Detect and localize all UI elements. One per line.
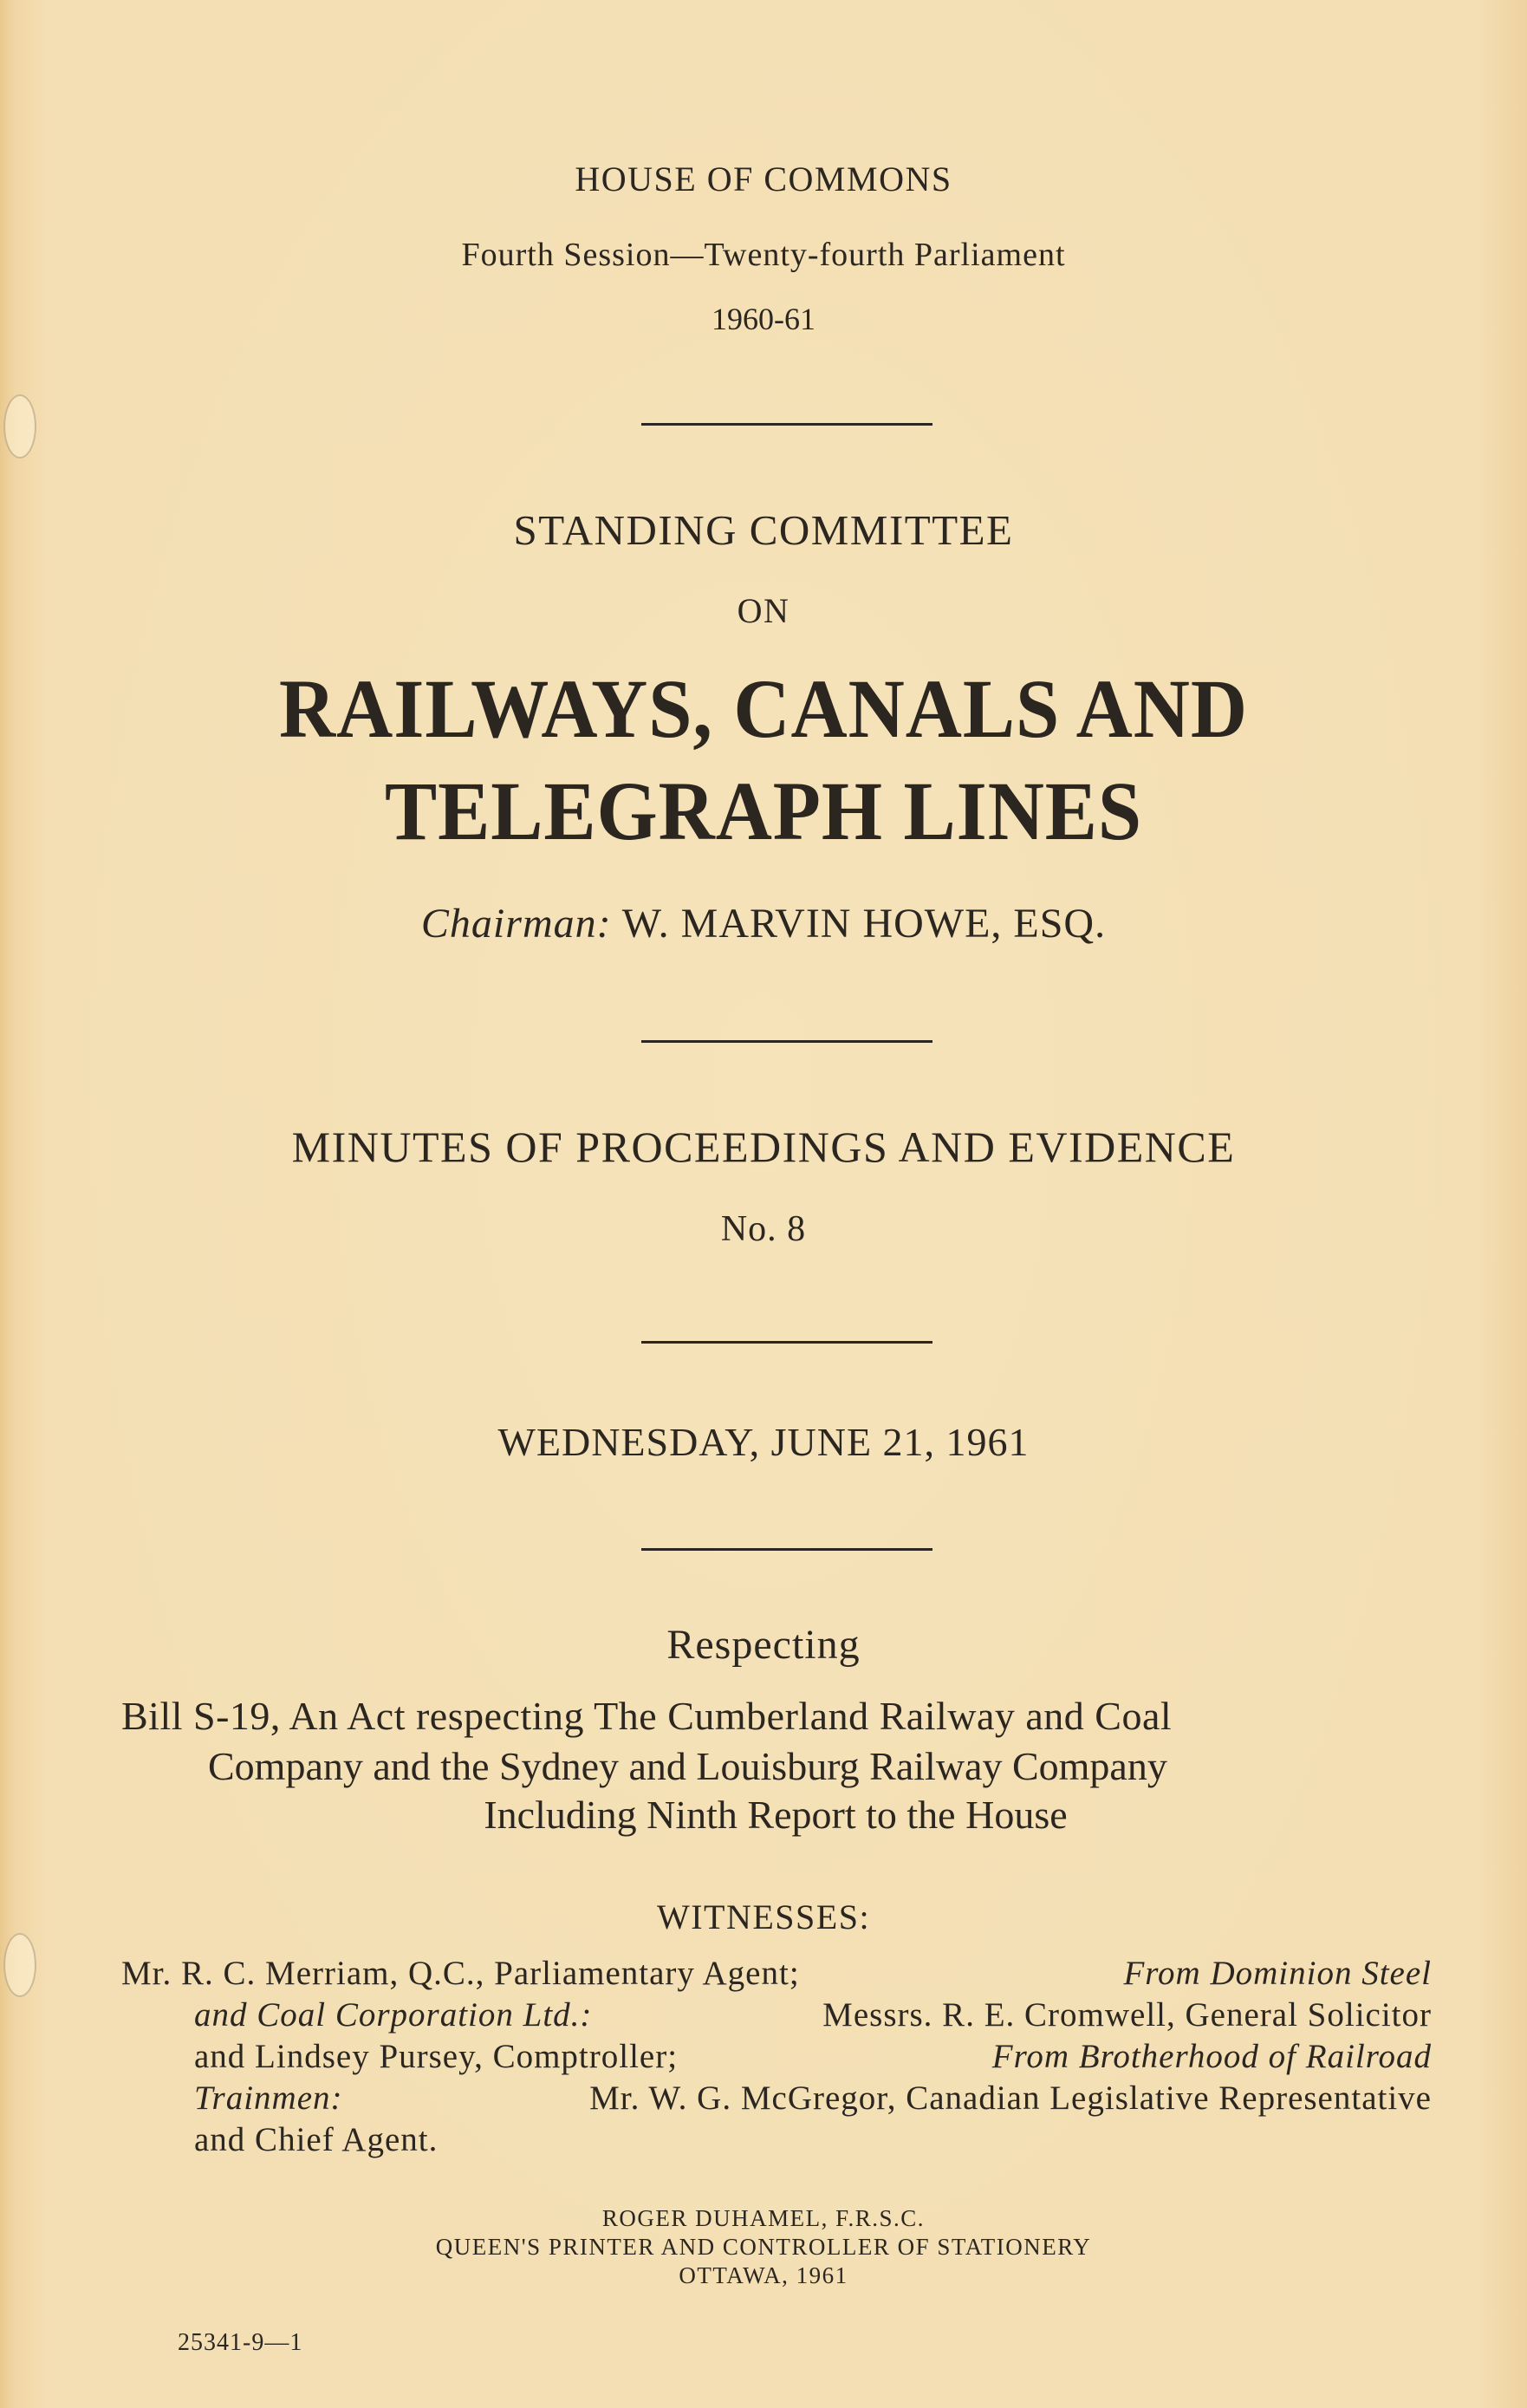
witness-line: [194, 2078, 1432, 2119]
witness-org: and Coal Corporation Ltd.:: [194, 1996, 593, 2034]
witness-list: [121, 1953, 1432, 2161]
witness-org: From Dominion Steel: [1123, 1955, 1432, 1992]
committee-on: ON: [737, 591, 790, 630]
divider-rule: [641, 1548, 932, 1551]
respecting-heading: Respecting: [666, 1622, 861, 1668]
divider-rule: [641, 423, 932, 426]
witness-line: [194, 2119, 1432, 2161]
committee-title-line1: RAILWAYS, CANALS AND: [279, 662, 1248, 755]
imprint-office: QUEEN'S PRINTER AND CONTROLLER OF STATIONERY: [435, 2234, 1092, 2260]
witness-text: and Lindsey Pursey, Comptroller;: [194, 2038, 679, 2075]
witness-org: Trainmen:: [194, 2079, 343, 2117]
witness-org: From Brotherhood of Railroad: [991, 2038, 1432, 2075]
divider-rule: [641, 1341, 932, 1344]
respecting-line2: Company and the Sydney and Louisburg Railway Company: [208, 1744, 1167, 1788]
session-line: Fourth Session—Twenty-fourth Parliament: [461, 237, 1066, 273]
chairman-line: [0, 900, 1527, 947]
institution-heading: HOUSE OF COMMONS: [575, 159, 952, 198]
binding-hole-mark: [3, 394, 36, 459]
witness-line: [194, 2036, 1432, 2078]
respecting-line1: Bill S-19, An Act respecting The Cumberland Railway and Coal: [121, 1694, 1173, 1738]
witness-text: Messrs. R. E. Cromwell, General Solicitor: [822, 1996, 1432, 2034]
witness-text: Mr. W. G. McGregor, Canadian Legislative Representative: [589, 2079, 1432, 2117]
meeting-date: WEDNESDAY, JUNE 21, 1961: [497, 1420, 1030, 1464]
witnesses-heading: WITNESSES:: [656, 1897, 871, 1936]
committee-title-line2: TELEGRAPH LINES: [384, 765, 1143, 857]
proceedings-title: MINUTES OF PROCEEDINGS AND EVIDENCE: [291, 1123, 1236, 1171]
witness-line: [121, 1953, 1432, 1995]
binding-hole-mark: [3, 1933, 36, 1997]
witness-line: [194, 1995, 1432, 2036]
committee-label: STANDING COMMITTEE: [513, 506, 1014, 554]
chairman-label: Chairman:: [420, 901, 612, 947]
witness-text: and Chief Agent.: [194, 2121, 439, 2158]
imprint-printer: ROGER DUHAMEL, F.R.S.C.: [601, 2205, 926, 2231]
session-years: 1960-61: [712, 302, 815, 336]
witness-text: Mr. R. C. Merriam, Q.C., Parliamentary Agent;: [121, 1955, 800, 1992]
respecting-line3: Including Ninth Report to the House: [484, 1793, 1068, 1837]
document-code: 25341-9—1: [178, 2329, 303, 2356]
chairman-name: W. MARVIN HOWE, ESQ.: [621, 901, 1107, 947]
imprint-place: OTTAWA, 1961: [679, 2262, 848, 2288]
divider-rule: [641, 1040, 932, 1043]
issue-number: No. 8: [720, 1209, 807, 1249]
